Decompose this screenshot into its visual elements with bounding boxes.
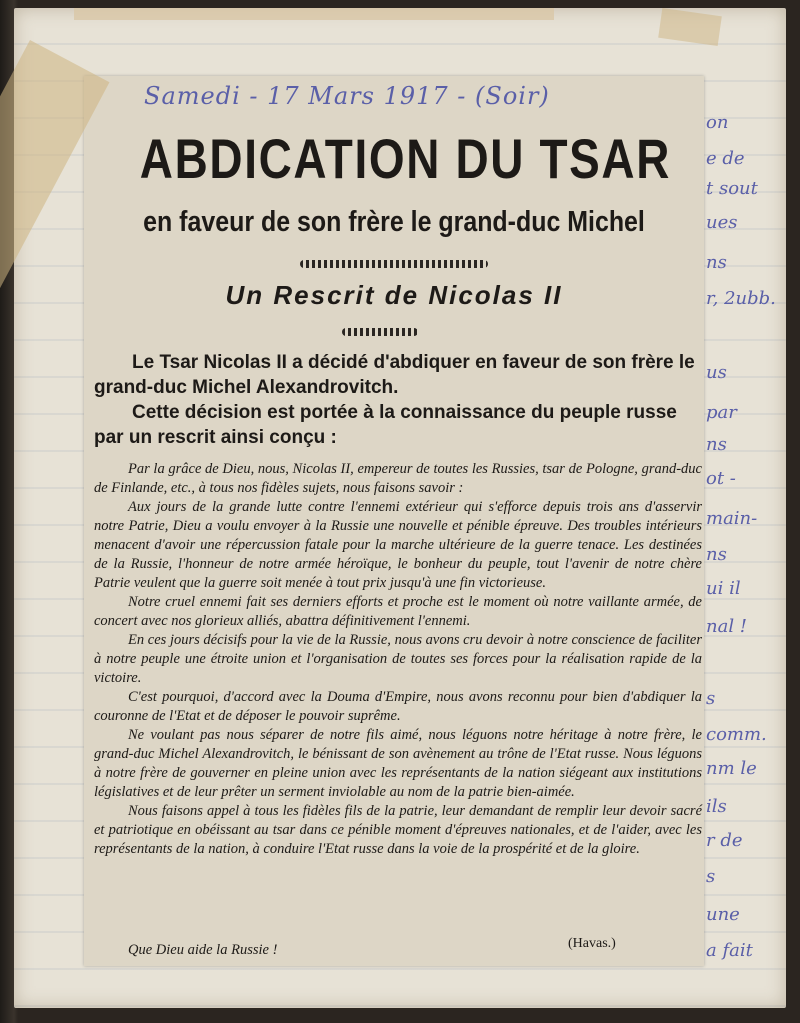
margin-note: comm. <box>706 724 767 745</box>
rescript-paragraph: C'est pourquoi, d'accord avec la Douma d'Empire, nous avons reconnu pour bien d'abdiquer la couronne de l'Etat et de déposer le pouvoir suprême. <box>94 689 702 724</box>
rescript-paragraph: Nous faisons appel à tous les fidèles fils de la patrie, leur demandant de remplir leur devoir sacré et patriotique en obéissant au tsar dans ce pénible moment d'épreuves nationales, et de l'aider, avec les représentants de la nation, à conduire l'Etat russe dans la voie de la prospérité et de la gloire. <box>94 803 702 857</box>
newspaper-clipping <box>84 76 704 966</box>
rescript-paragraph: Notre cruel ennemi fait ses derniers efforts et proche est le moment où notre vaillante armée, de concert avec nos glorieux alliés, abattra définitivement l'ennemi. <box>94 594 702 629</box>
margin-note: ils <box>706 796 727 817</box>
handwritten-date: Samedi - 17 Mars 1917 - (Soir) <box>144 82 550 110</box>
margin-note: par <box>706 402 737 423</box>
subheadline: en faveur de son frère le grand-duc Michel <box>143 206 645 238</box>
margin-note: ns <box>706 252 727 273</box>
rescript-paragraph: Ne voulant pas nous séparer de notre fils aimé, nous léguons notre héritage à notre frère, le grand-duc Michel Alexandrovitch, le bénissant de son avènement au trône de l'Etat russe. Nous léguons à notre frère de gouverner en pleine union avec les représentants de la nation siégeant aux institutions législatives et de leur prêter un serment inviolable au nom de la patrie bien-aimée. <box>94 727 702 800</box>
margin-note: main- <box>706 508 758 529</box>
margin-note: on <box>706 112 729 133</box>
ornamental-rule <box>342 328 418 336</box>
margin-note: ui il <box>706 578 741 599</box>
margin-note: une <box>706 904 740 925</box>
margin-note: nm le <box>706 758 757 779</box>
underlying-page-strip <box>74 8 554 20</box>
rescript-paragraph: En ces jours décisifs pour la vie de la Russie, nous avons cru devoir à notre conscience de faciliter à notre peuple une étroite union et l'organisation de toutes ses forces pour la réalisation rapide de la victoire. <box>94 632 702 686</box>
margin-note: r de <box>706 830 743 851</box>
source-credit: (Havas.) <box>568 936 616 951</box>
section-title: Un Rescrit de Nicolas II <box>225 280 563 310</box>
lead-paragraph: Le Tsar Nicolas II a décidé d'abdiquer en faveur de son frère le grand-duc Michel Alexandrovitch. <box>94 352 695 398</box>
ornamental-rule <box>300 260 488 268</box>
headline: ABDICATION DU TSAR <box>139 127 672 190</box>
closing-line: Que Dieu aide la Russie ! <box>128 942 278 958</box>
margin-note: ns <box>706 434 727 455</box>
margin-note: ot - <box>706 468 736 489</box>
margin-note: ues <box>706 212 738 233</box>
rescript-text <box>94 460 702 859</box>
margin-note: t sout <box>706 178 758 199</box>
margin-note: nal ! <box>706 616 748 637</box>
margin-note: s <box>706 866 716 887</box>
margin-note: e de <box>706 148 745 169</box>
margin-note: r, 2ubb. <box>706 288 776 309</box>
rescript-paragraph: Par la grâce de Dieu, nous, Nicolas II, empereur de toutes les Russies, tsar de Pologne, grand-duc de Finlande, etc., à tous nos fidèles sujets, nous faisons savoir : <box>94 461 702 496</box>
margin-note: us <box>706 362 727 383</box>
margin-note: a fait <box>706 940 753 961</box>
rescript-paragraph: Aux jours de la grande lutte contre l'ennemi extérieur qui s'efforce depuis trois ans d'asservir notre Patrie, Dieu a voulu envoyer à la Russie une nouvelle et pénible épreuve. Des troubles intérieurs menacent d'avoir une répercussion fatale pour la marche ultérieure de la guerre tenace. Les destinées de la Russie, l'honneur de notre armée héroïque, le bonheur du peuple, tout l'avenir de notre chère Patrie veulent que la guerre soit menée à tout prix jusqu'à une fin victorieuse. <box>94 499 702 591</box>
lead-paragraph: Cette décision est portée à la connaissance du peuple russe par un rescrit ainsi conçu : <box>94 402 677 448</box>
lead-paragraphs <box>94 350 699 450</box>
margin-note: s <box>706 688 716 709</box>
margin-note: ns <box>706 544 727 565</box>
